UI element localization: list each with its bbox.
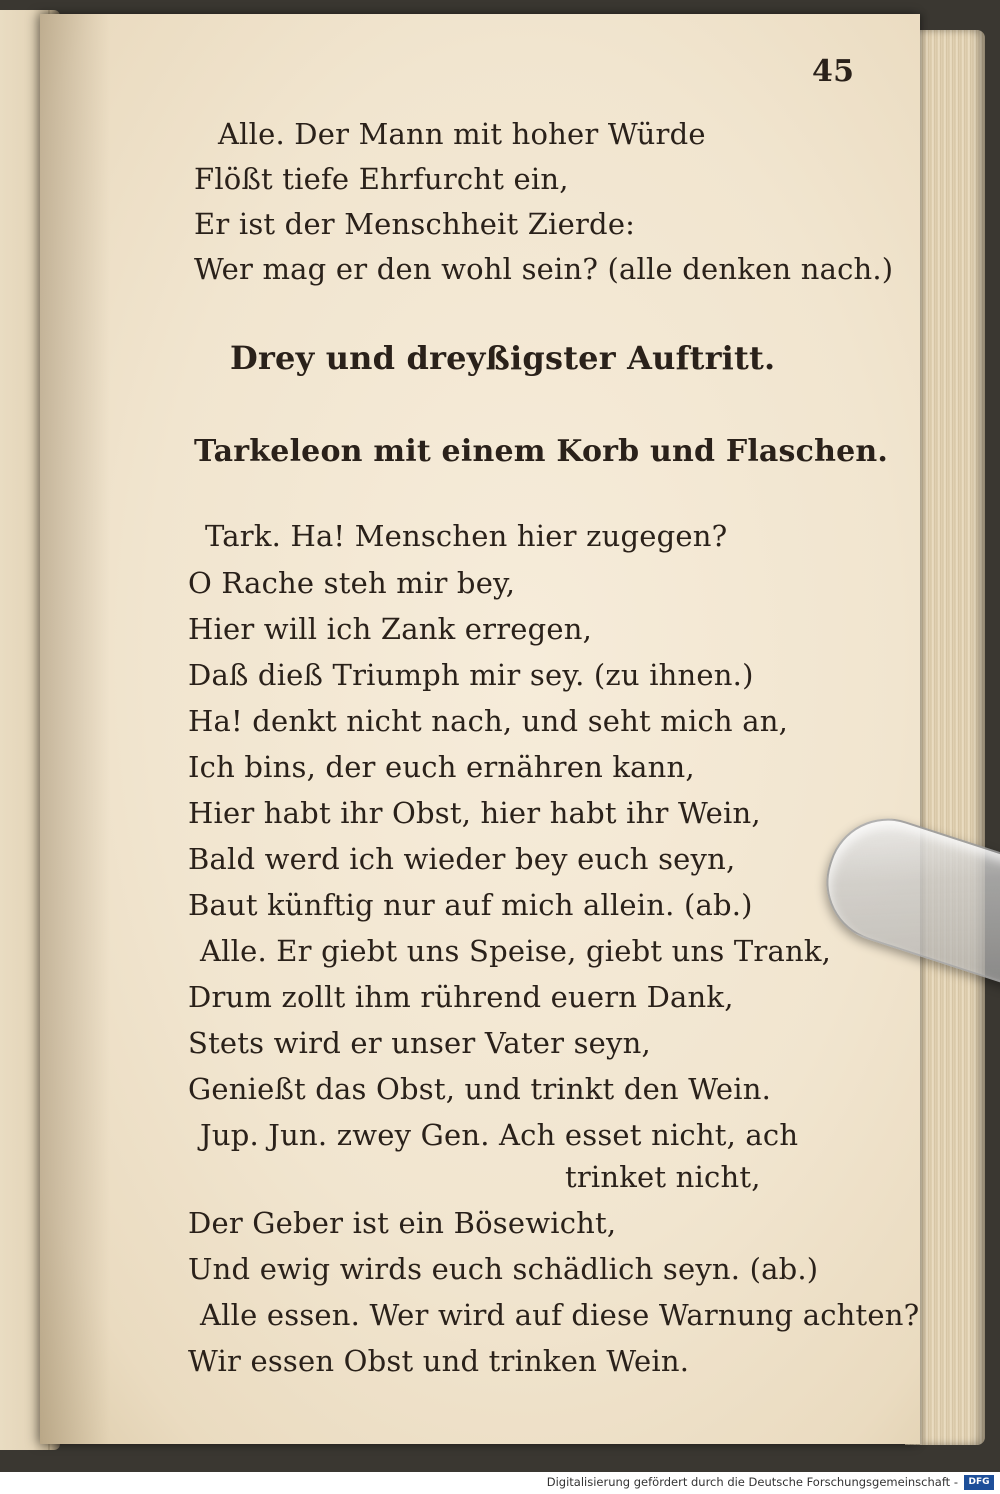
verse-line: Baut künftig nur auf mich allein. (ab.): [188, 888, 753, 922]
verse-line: Und ewig wirds euch schädlich seyn. (ab.): [188, 1252, 819, 1286]
verse-line: O Rache steh mir bey,: [188, 566, 516, 600]
verse-line: Drum zollt ihm rührend euern Dank,: [188, 980, 734, 1014]
verse-line: Der Geber ist ein Bösewicht,: [188, 1206, 617, 1240]
funding-credit: Digitalisierung gefördert durch die Deutsche Forschungsgemeinschaft -: [546, 1475, 958, 1489]
page-text: [40, 14, 920, 1444]
verse-line: Tark. Ha! Menschen hier zugegen?: [205, 519, 728, 553]
verse-line: Er ist der Menschheit Zierde:: [194, 207, 636, 241]
verse-line: Ich bins, der euch ernähren kann,: [188, 750, 695, 784]
verse-line: Wer mag er den wohl sein? (alle denken nach.): [194, 252, 894, 286]
verse-line: Wir essen Obst und trinken Wein.: [188, 1344, 690, 1378]
verse-line: Hier will ich Zank erregen,: [188, 612, 593, 646]
verse-line: Flößt tiefe Ehrfurcht ein,: [194, 162, 569, 196]
verse-line: Alle essen. Wer wird auf diese Warnung achten?: [200, 1298, 920, 1332]
verse-line: Alle. Der Mann mit hoher Würde: [218, 117, 706, 151]
verse-line: Alle. Er giebt uns Speise, giebt uns Trank,: [200, 934, 832, 968]
page-number: 45: [812, 54, 855, 89]
verse-line: Daß dieß Triumph mir sey. (zu ihnen.): [188, 658, 754, 692]
verse-line: Bald werd ich wieder bey euch seyn,: [188, 842, 736, 876]
verse-line: Genießt das Obst, und trinkt den Wein.: [188, 1072, 771, 1106]
book-page: [40, 14, 920, 1444]
dfg-logo: DFG: [964, 1475, 994, 1490]
verse-line: Jup. Jun. zwey Gen. Ach esset nicht, ach: [200, 1118, 799, 1152]
verse-line: Hier habt ihr Obst, hier habt ihr Wein,: [188, 796, 761, 830]
verse-line: trinket nicht,: [565, 1160, 761, 1194]
verse-line: Stets wird er unser Vater seyn,: [188, 1026, 651, 1060]
scene-heading: Drey und dreyßigster Auftritt.: [230, 339, 776, 377]
footer-bar: [0, 1472, 1000, 1494]
verse-line: Ha! denkt nicht nach, und seht mich an,: [188, 704, 788, 738]
stage-direction: Tarkeleon mit einem Korb und Flaschen.: [194, 434, 889, 469]
